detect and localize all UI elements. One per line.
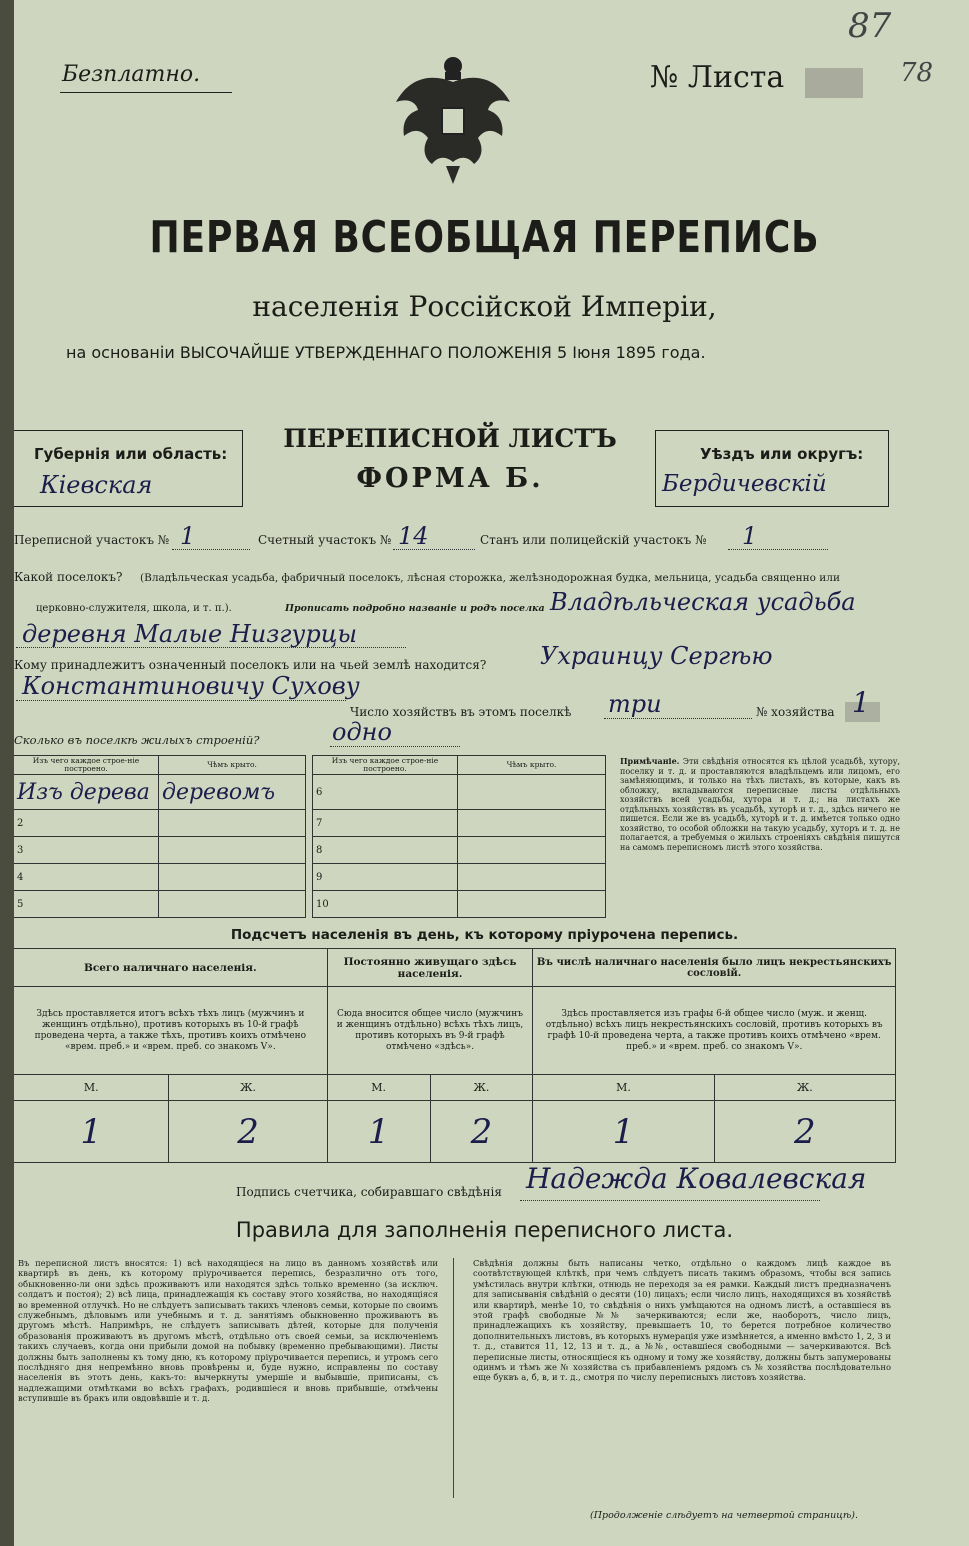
stan-label: Станъ или полицейскій участокъ № [480, 533, 707, 547]
table-row [313, 837, 606, 864]
schet-value[interactable]: 14 [398, 522, 429, 550]
building-roof-cell[interactable] [159, 810, 306, 837]
uezd-value[interactable]: Бердичевскій [662, 471, 827, 497]
form-title: ПЕРЕПИСНОЙ ЛИСТЪ [283, 424, 617, 453]
komu-value-2[interactable]: Константиновичу Сухову [22, 672, 360, 700]
building-material-cell[interactable] [14, 775, 159, 810]
hoz-value[interactable]: три [608, 690, 662, 718]
building-roof-cell[interactable] [458, 864, 606, 891]
hoz-line [604, 718, 752, 719]
poselok-value-2[interactable]: деревня Малые Низгурцы [22, 620, 358, 648]
row-number[interactable]: 7 [313, 810, 458, 837]
row-number[interactable]: 10 [313, 891, 458, 918]
col-female: Ж. [430, 1075, 533, 1101]
perepis-label: Переписной участокъ № [14, 533, 170, 547]
sheet-number-label: № Листа [650, 60, 785, 95]
hoz-no-value[interactable]: 1 [852, 686, 870, 719]
count-d2: Сюда вносится общее число (мужчинъ и женщинъ отдѣльно) всѣхъ тѣхъ лицъ, противъ которыхъ въ 9-й графѣ отмѣчено «здѣсь». [327, 987, 533, 1075]
census-subtitle: населенія Россійской Имперіи, [252, 290, 717, 323]
buildings-col-material: Изъ чего каждое строе-ніе построено. [14, 756, 159, 775]
rules-continuation: (Продолженіе слѣдуетъ на четвертой страницѣ). [590, 1510, 858, 1521]
hoz-no-label: № хозяйства [756, 705, 835, 719]
stroeniy-label: Сколько въ поселкѣ жилыхъ строеній? [14, 733, 260, 747]
table-row [14, 837, 306, 864]
poselok-line [16, 647, 406, 648]
building-roof-cell[interactable] [159, 837, 306, 864]
signature-label: Подпись счетчика, собиравшаго свѣдѣнія [236, 1185, 502, 1199]
row-number[interactable]: 5 [14, 891, 159, 918]
margin-note-2: 78 [900, 58, 934, 88]
count-d1: Здѣсь проставляется итогъ всѣхъ тѣхъ лицъ (мужчинъ и женщинъ отдѣльно), противъ которыхъ въ 10-й графѣ проведена черта, а также тѣхъ, противъ коихъ отмѣчено «врем. преб.» и «врем. преб. со знакомъ V». [14, 987, 327, 1075]
building-roof-cell[interactable] [159, 891, 306, 918]
sheet-number-smudge [805, 68, 863, 98]
col-male: М. [14, 1075, 169, 1101]
col-female: Ж. [714, 1075, 895, 1101]
rules-right: Свѣдѣнія должны быть написаны четко, отдѣльно о каждомъ лицѣ каждое въ соотвѣтствующей клѣткѣ, при чемъ слѣдуетъ писать такимъ образомъ, чтобы вся запись умѣстилась внутри клѣтки, отнюдь не переходя за ея рамки. Каждый листъ предназначенъ для записыванія свѣдѣній о десяти (10) лицахъ; если число лицъ, находящихся въ хозяйствѣ или квартирѣ, менѣе 10, то свѣдѣнія о нихъ умѣщаются на одномъ листѣ, а оставшіеся въ этой графѣ свободные №№ зачеркиваются; если же, наоборотъ, число лицъ, принадлежащихъ къ хозяйству, превышаетъ 10, то берется потребное количество дополнительныхъ листовъ, въ которыхъ нумерація уже измѣняется, а именно вмѣсто 1, 2, 3 и т. д., ставится 11, 12, 13 и т. д., а №№, оставшіеся свободными — зачеркиваются. Всѣ переписные листы, относящіеся къ одному и тому же хозяйству, должны быть запумерованы одинмъ и тѣмъ же № хозяйства съ прибавленіемъ рядомъ съ № хозяйства послѣдовательно еще буквъ а, б, в, и т. д., смотря по числу переписныхъ листовъ хозяйства. [473, 1258, 891, 1383]
table-row [14, 864, 306, 891]
buildings-col-material: Изъ чего каждое строе-ніе построено. [313, 756, 458, 775]
table-row [313, 810, 606, 837]
buildings-table-1 [14, 755, 306, 918]
total-female-value[interactable]: 2 [169, 1101, 327, 1163]
resident-female-value[interactable]: 2 [430, 1101, 533, 1163]
buildings-col-roof: Чѣмъ крыто. [458, 756, 606, 775]
row-number[interactable]: 2 [14, 810, 159, 837]
perepis-value[interactable]: 1 [180, 522, 196, 550]
table-row [313, 891, 606, 918]
col-male: М. [533, 1075, 714, 1101]
free-label: Безплатно. [62, 62, 201, 87]
gubernia-box [14, 430, 243, 507]
population-count-table [14, 948, 896, 1163]
note-text: Эти свѣдѣнія относятся къ цѣлой усадьбѣ, хутору, поселку и т. д. и проставляются владѣльцемъ или лицомъ, его замѣняющимъ, и только на тѣхъ листахъ, въ которые, какъ въ обложку, вкладываются переписные листы отдѣльныхъ хозяйствъ всей усадьбы, хутора и т. д.; на листахъ же отдѣльныхъ хозяйствъ въ усадьбѣ, хуторѣ и т. д., здѣсь ничего не пишется. Если же въ усадьбѣ, хуторѣ и т. д. имѣется только одно хозяйство, то особой обложки на такую усадьбу, хуторъ и т. д. не полагается, а требуемыя о жилыхъ строеніяхъ свѣдѣнія пишутся на самомъ переписномъ листѣ этого хозяйства. [620, 757, 901, 852]
total-male-value[interactable]: 1 [14, 1101, 169, 1163]
signature-line [520, 1200, 820, 1201]
count-d3: Здѣсь проставляется изъ графы 6-й общее число (муж. и женщ. отдѣльно) всѣхъ лицъ некрестьянскихъ сословій, противъ которыхъ въ графѣ 10-й проведена черта, а также противъ коихъ отмѣчено «врем. преб.» и «врем. преб. со знакомъ V». [533, 987, 896, 1075]
poselok-label: Какой поселокъ? [14, 570, 123, 584]
resident-male-value[interactable]: 1 [327, 1101, 430, 1163]
gubernia-value[interactable]: Кіевская [40, 471, 153, 499]
uezd-label: Уѣздъ или округъ: [700, 445, 864, 463]
building-roof: деревомъ [162, 779, 276, 805]
note-block [620, 757, 900, 852]
komu-value[interactable]: Ухраинцу Сергѣю [540, 642, 773, 670]
building-roof-cell[interactable] [159, 775, 306, 810]
rules-left: Въ переписной листъ вносятся: 1) всѣ находящіеся на лицо въ данномъ хозяйствѣ или квартирѣ въ день, къ которому пріурочивается перепись, безразлично отъ того, обыкновенно-ли они здѣсь проживаютъ или находятся здѣсь только временно (за исключ. солдатъ и постоя); 2) всѣ лица, принадлежащія къ составу этого хозяйства, но находящіяся во временной отлучкѣ. Но не слѣдуетъ записывать такихъ членовъ семьи, которые по своимъ служебнымъ, дѣловымъ или учебнымъ и т. д. занятіямъ обыкновенно проживаютъ въ другомъ мѣстѣ. Напримѣръ, не слѣдуетъ записывать дѣтей, которые для полученія образованія проживаютъ въ другомъ мѣстѣ, отдѣльно отъ своей семьи, за исключеніемъ такихъ случаевъ, когда они прибыли домой на побывку (временно пребывающими). Листы должны быть заполнены къ тому дню, къ которому пріурочивается перепись, и утромъ сего послѣдняго дня непремѣнно вновь провѣрены и, буде нужно, исправлены по составу населенія въ этотъ день, какъ-то: вычеркнуты умершіе и выбывшіе, приписаны, съ надлежащими отмѣтками во всѣхъ графахъ, родившіеся и вновь прибывшіе, отмѣчены вступившіе въ бракъ или овдовѣвшіе и т. д. [18, 1258, 438, 1404]
building-material: Изъ дерева [17, 779, 150, 805]
poselok-instruction: Прописать подробно названіе и родъ поселка [285, 603, 545, 614]
hoz-label: Число хозяйствъ въ этомъ поселкѣ [350, 705, 572, 719]
stan-value[interactable]: 1 [742, 522, 758, 550]
census-basis: на основаніи ВЫСОЧАЙШЕ УТВЕРЖДЕННАГО ПОЛОЖЕНІЯ 5 Іюня 1895 года. [66, 343, 706, 362]
count-h2: Постоянно живущаго здѣсь населенія. [327, 949, 533, 987]
row-number[interactable]: 9 [313, 864, 458, 891]
table-row [313, 864, 606, 891]
free-underline [60, 92, 232, 93]
nonpeasant-female-value[interactable]: 2 [714, 1101, 895, 1163]
building-roof-cell[interactable] [159, 864, 306, 891]
row-number[interactable]: 8 [313, 837, 458, 864]
nonpeasant-male-value[interactable]: 1 [533, 1101, 714, 1163]
schet-label: Счетный участокъ № [258, 533, 392, 547]
census-title: ПЕРВАЯ ВСЕОБЩАЯ ПЕРЕПИСЬ [149, 212, 820, 263]
stroeniy-value[interactable]: одно [332, 718, 392, 746]
buildings-col-roof: Чѣмъ крыто. [159, 756, 306, 775]
table-row [14, 810, 306, 837]
building-roof-cell[interactable] [458, 810, 606, 837]
rules-divider [453, 1258, 454, 1498]
table-row [14, 891, 306, 918]
margin-note-1: 87 [848, 6, 892, 46]
rules-title: Правила для заполненія переписного листа. [235, 1218, 734, 1242]
building-roof-cell[interactable] [458, 775, 606, 810]
count-title: Подсчетъ населенія въ день, къ которому пріурочена перепись. [230, 927, 739, 943]
count-h1: Всего наличнаго населенія. [14, 949, 327, 987]
gubernia-label: Губернія или область: [34, 445, 228, 463]
stroeniy-line [330, 746, 460, 747]
double-headed-eagle-icon [388, 52, 518, 187]
komu-line [16, 700, 346, 701]
row-number[interactable]: 6 [313, 775, 458, 810]
note-head: Примѣчаніе. [620, 756, 680, 766]
komu-label: Кому принадлежитъ означенный поселокъ или на чьей землѣ находится? [14, 658, 487, 672]
table-row [14, 775, 306, 810]
poselok-hint: (Владѣльческая усадьба, фабричный поселокъ, лѣсная сторожка, желѣзнодорожная будка, мельница, усадьба священно или [140, 572, 840, 584]
row-number[interactable]: 3 [14, 837, 159, 864]
uezd-box [655, 430, 889, 507]
building-roof-cell[interactable] [458, 891, 606, 918]
poselok-value[interactable]: Владѣльческая усадьба [550, 588, 856, 616]
building-roof-cell[interactable] [458, 837, 606, 864]
col-female: Ж. [169, 1075, 327, 1101]
signature-value[interactable]: Надежда Ковалевская [526, 1162, 867, 1195]
row-number[interactable]: 4 [14, 864, 159, 891]
form-subtitle: ФОРМА Б. [356, 463, 544, 494]
poselok-hint2: церковно-служителя, школа, и т. п.). [36, 603, 232, 614]
table-row [313, 775, 606, 810]
buildings-table-2 [312, 755, 606, 918]
count-h3: Въ числѣ наличнаго населенія было лицъ некрестьянскихъ сословій. [533, 949, 896, 987]
col-male: М. [327, 1075, 430, 1101]
